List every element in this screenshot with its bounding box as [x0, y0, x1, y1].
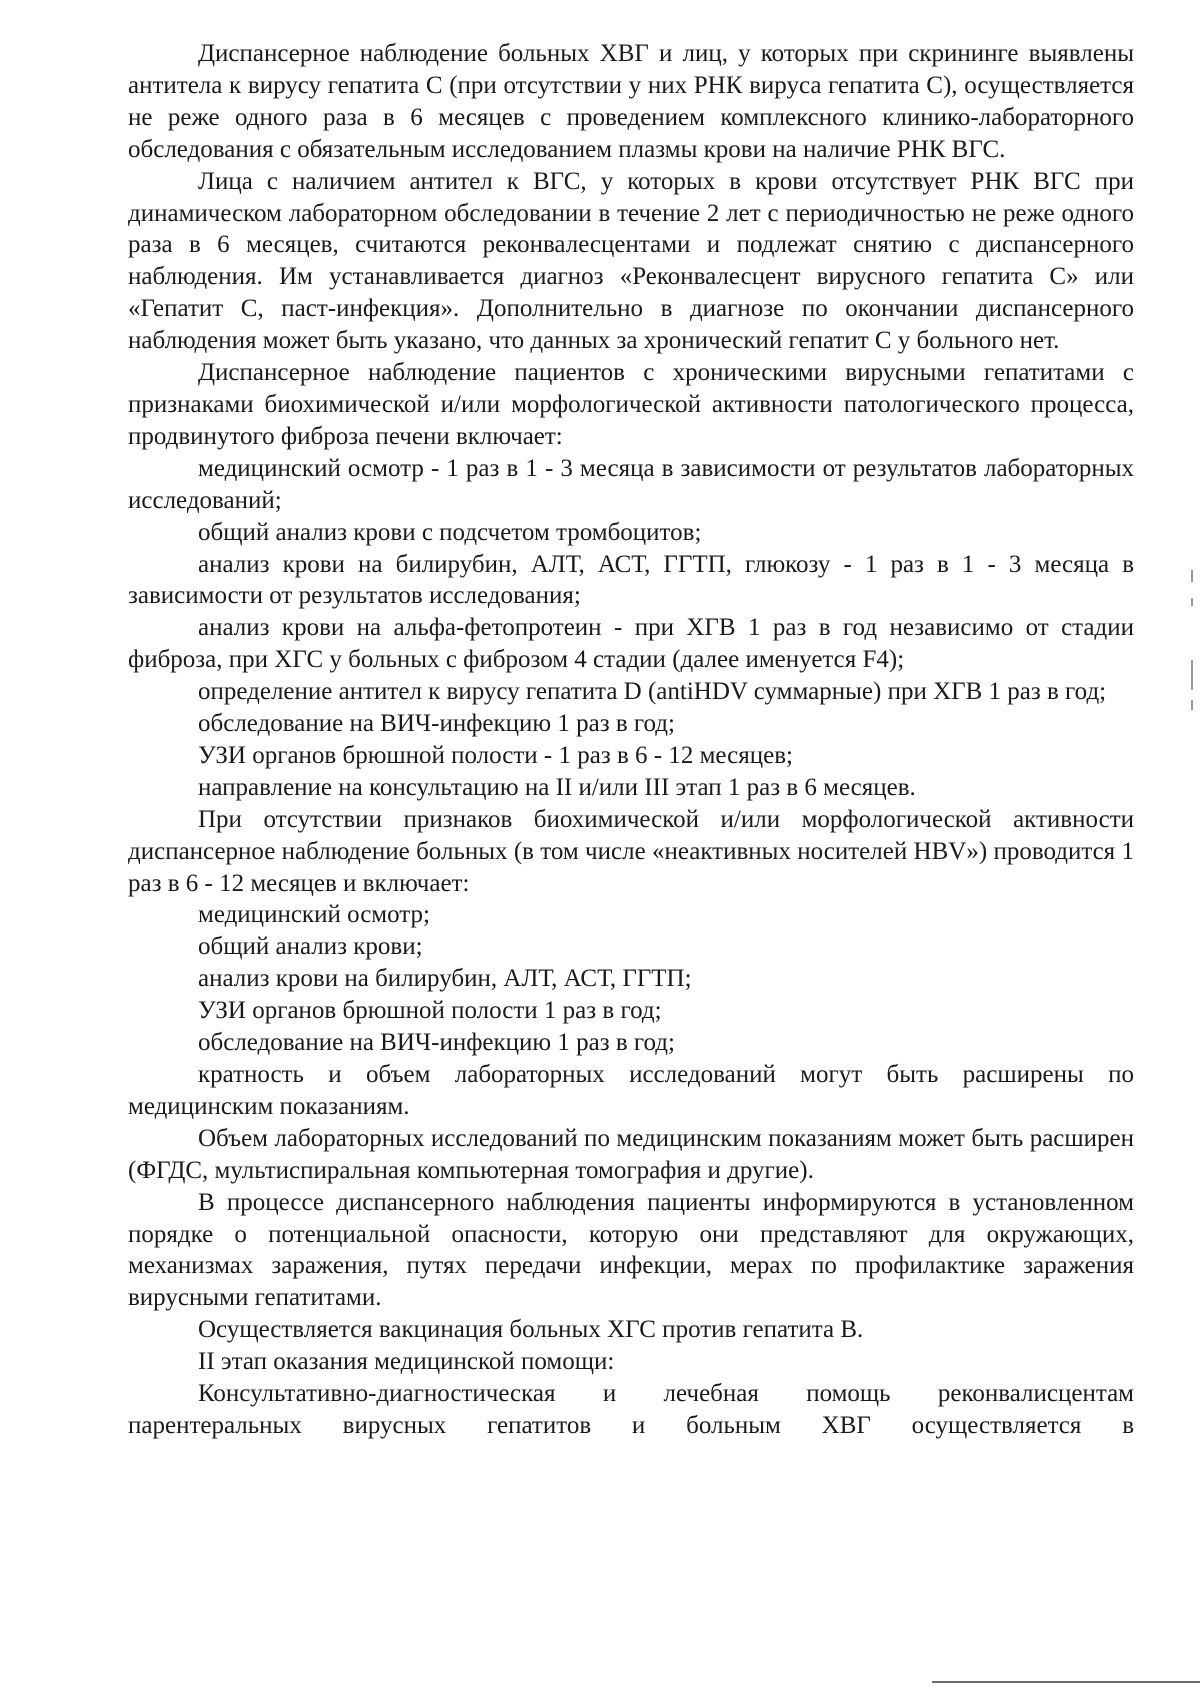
- scan-artifact: [1191, 700, 1193, 710]
- paragraph: Диспансерное наблюдение больных ХВГ и лиц, у которых при скрининге выявлены антитела к вирусу гепатита С (при отсутствии у них РНК вируса гепатита С), осуществляется не реже одного раза в 6 месяцев с проведением комплексного клинико-лабораторного обследования с обязательным исследованием плазмы крови на наличие РНК ВГС.: [128, 40, 1134, 163]
- paragraph: Лица с наличием антител к ВГС, у которых в крови отсутствует РНК ВГС при динамическом лабораторном обследовании в течение 2 лет с периодичностью не реже одного раза в 6 месяцев, считаются реконвалесцентами и подлежат снятию с диспансерного наблюдения. Им устанавливается диагноз «Реконвалесцент вирусного гепатита С» или «Гепатит С, паст-инфекция». Дополнительно в диагнозе по окончании диспансерного наблюдения может быть указано, что данных за хронический гепатит С у больного нет.: [128, 167, 1134, 355]
- scan-artifact: [1191, 660, 1193, 690]
- page-edge-line: [932, 1681, 1200, 1683]
- list-item: УЗИ органов брюшной полости 1 раз в год;: [198, 997, 662, 1025]
- list-item: медицинский осмотр;: [198, 901, 430, 929]
- list-item: медицинский осмотр - 1 раз в 1 - 3 месяца в зависимости от результатов лабораторных исследований;: [128, 454, 1134, 514]
- list-item: анализ крови на билирубин, АЛТ, АСТ, ГГТП, глюкозу - 1 раз в 1 - 3 месяца в зависимости от результатов исследования;: [128, 550, 1134, 610]
- paragraph: В процессе диспансерного наблюдения пациенты информируются в установленном порядке о потенциальной опасности, которую они представляют для окружающих, механизмах заражения, путях передачи инфекции, мерах по профилактике заражения вирусными гепатитами.: [128, 1188, 1134, 1312]
- section-heading: II этап оказания медицинской помощи:: [198, 1348, 615, 1376]
- document-body: [128, 38, 1134, 1442]
- list-item: общий анализ крови с подсчетом тромбоцитов;: [198, 518, 702, 546]
- list-item: обследование на ВИЧ-инфекцию 1 раз в год;: [198, 1029, 675, 1057]
- scan-artifact: [1191, 570, 1193, 582]
- paragraph: Объем лабораторных исследований по медицинским показаниям может быть расширен (ФГДС, мультиспиральная компьютерная томография и другие).: [128, 1124, 1134, 1184]
- list-item: анализ крови на билирубин, АЛТ, АСТ, ГГТП;: [198, 965, 692, 993]
- scan-artifact: [1191, 598, 1193, 606]
- list-item: анализ крови на альфа-фетопротеин - при ХГВ 1 раз в год независимо от стадии фиброза, при ХГС у больных с фиброзом 4 стадии (далее именуется F4);: [128, 614, 1134, 674]
- paragraph: Осуществляется вакцинация больных ХГС против гепатита В.: [198, 1316, 864, 1344]
- paragraph: Консультативно-диагностическая и лечебная помощь реконвалисцентам парентеральных вирусных гепатитов и больным ХВГ осуществляется в: [128, 1380, 1134, 1439]
- list-item: определение антител к вирусу гепатита D (antiHDV суммарные) при ХГВ 1 раз в год;: [198, 678, 1107, 706]
- list-item: обследование на ВИЧ-инфекцию 1 раз в год;: [198, 710, 675, 738]
- paragraph: Диспансерное наблюдение пациентов с хроническими вирусными гепатитами с признаками биохимической и/или морфологической активности патологического процесса, продвинутого фиброза печени включает:: [128, 359, 1134, 450]
- list-item: кратность и объем лабораторных исследований могут быть расширены по медицинским показаниям.: [128, 1061, 1134, 1120]
- list-item: общий анализ крови;: [198, 933, 423, 961]
- list-item: направление на консультацию на II и/или III этап 1 раз в 6 месяцев.: [198, 773, 916, 801]
- paragraph: При отсутствии признаков биохимической и/или морфологической активности диспансерное наблюдение больных (в том числе «неактивных носителей HBV») проводится 1 раз в 6 - 12 месяцев и включает:: [128, 805, 1134, 897]
- list-item: УЗИ органов брюшной полости - 1 раз в 6 - 12 месяцев;: [198, 741, 793, 769]
